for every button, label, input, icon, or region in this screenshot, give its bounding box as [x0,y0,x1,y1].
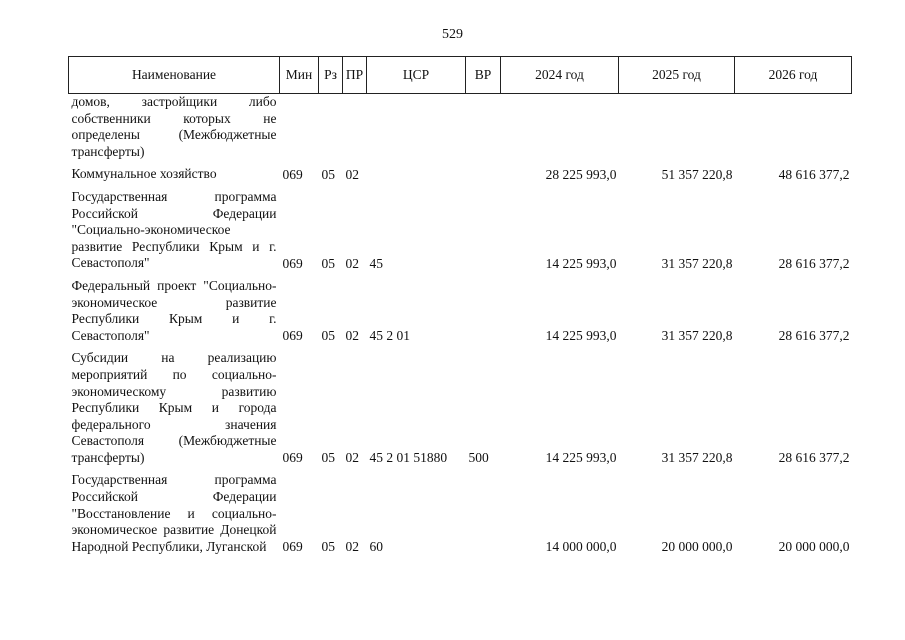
header-vr: ВР [466,57,501,94]
row-pr: 02 [345,539,359,555]
row-name: Государственная программа Российской Федерации "Восстановление и социально-экономическое развитие Донецкой Народной Республики, Луганской [71,472,277,554]
row-pr [343,94,367,161]
header-2025: 2025 год [619,57,735,94]
row-min: 069 [282,166,303,182]
row-min [280,94,319,161]
table-header-row [69,57,852,94]
header-pr: ПР [343,57,367,94]
row-vr [466,278,501,344]
row-2024: 28 225 993,0 [545,166,617,182]
row-vr [466,189,501,272]
row-csr [367,94,466,161]
row-vr [466,94,501,161]
row-2025: 31 357 220,8 [661,328,733,344]
table-row [69,189,852,272]
header-2024: 2024 год [501,57,619,94]
row-2024: 14 225 993,0 [545,255,617,271]
row-2026: 48 616 377,2 [778,166,850,182]
row-rz: 05 [321,328,335,344]
row-csr: 45 [369,255,383,271]
row-min: 069 [282,539,303,555]
row-rz: 05 [321,539,335,555]
header-min: Мин [280,57,319,94]
row-min: 069 [282,450,303,466]
row-csr [367,166,466,183]
row-2026: 28 616 377,2 [778,450,850,466]
row-min: 069 [282,328,303,344]
row-min: 069 [282,255,303,271]
row-rz: 05 [321,166,335,182]
table-row [69,350,852,466]
row-pr: 02 [345,166,359,182]
header-rz: Рз [319,57,343,94]
row-2025 [619,94,735,161]
row-2026: 28 616 377,2 [778,328,850,344]
row-vr: 500 [468,450,489,466]
row-name: Федеральный проект "Социально-экономическое развитие Республики Крым и г. Севастополя" [71,277,277,343]
row-rz: 05 [321,450,335,466]
budget-table [68,56,852,555]
row-vr [466,472,501,555]
header-csr: ЦСР [367,57,466,94]
header-name: Наименование [69,57,280,94]
row-pr: 02 [345,328,359,344]
row-vr [466,166,501,183]
table-row [69,94,852,161]
row-2025: 31 357 220,8 [661,450,733,466]
row-2024: 14 225 993,0 [545,450,617,466]
row-2024: 14 225 993,0 [545,328,617,344]
row-csr: 60 [369,539,383,555]
row-csr: 45 2 01 51880 [369,450,448,466]
row-2025: 51 357 220,8 [661,166,733,182]
row-name: домов, застройщики либо собственники которых не определены (Межбюджетные трансферты) [71,94,277,159]
row-name: Государственная программа Российской Федерации "Социально-экономическое развитие Республики Крым и г. Севастополя" [71,188,277,271]
row-csr: 45 2 01 [369,328,410,344]
row-2026 [735,94,852,161]
row-rz: 05 [321,255,335,271]
header-2026: 2026 год [735,57,852,94]
row-2026: 20 000 000,0 [778,539,850,555]
table-row [69,472,852,555]
row-rz [319,94,343,161]
table-row [69,278,852,344]
row-name: Коммунальное хозяйство [71,166,217,182]
row-2024: 14 000 000,0 [545,539,617,555]
row-2025: 20 000 000,0 [661,539,733,555]
row-pr: 02 [345,450,359,466]
table-row [69,166,852,183]
row-2025: 31 357 220,8 [661,255,733,271]
row-pr: 02 [345,255,359,271]
row-name: Субсидии на реализацию мероприятий по социально-экономическому развитию Республики Крым и города федерального значения Севастополя (Межбюджетные трансферты) [71,350,277,465]
row-2026: 28 616 377,2 [778,255,850,271]
row-2024 [501,94,619,161]
page-number: 529 [442,27,463,42]
